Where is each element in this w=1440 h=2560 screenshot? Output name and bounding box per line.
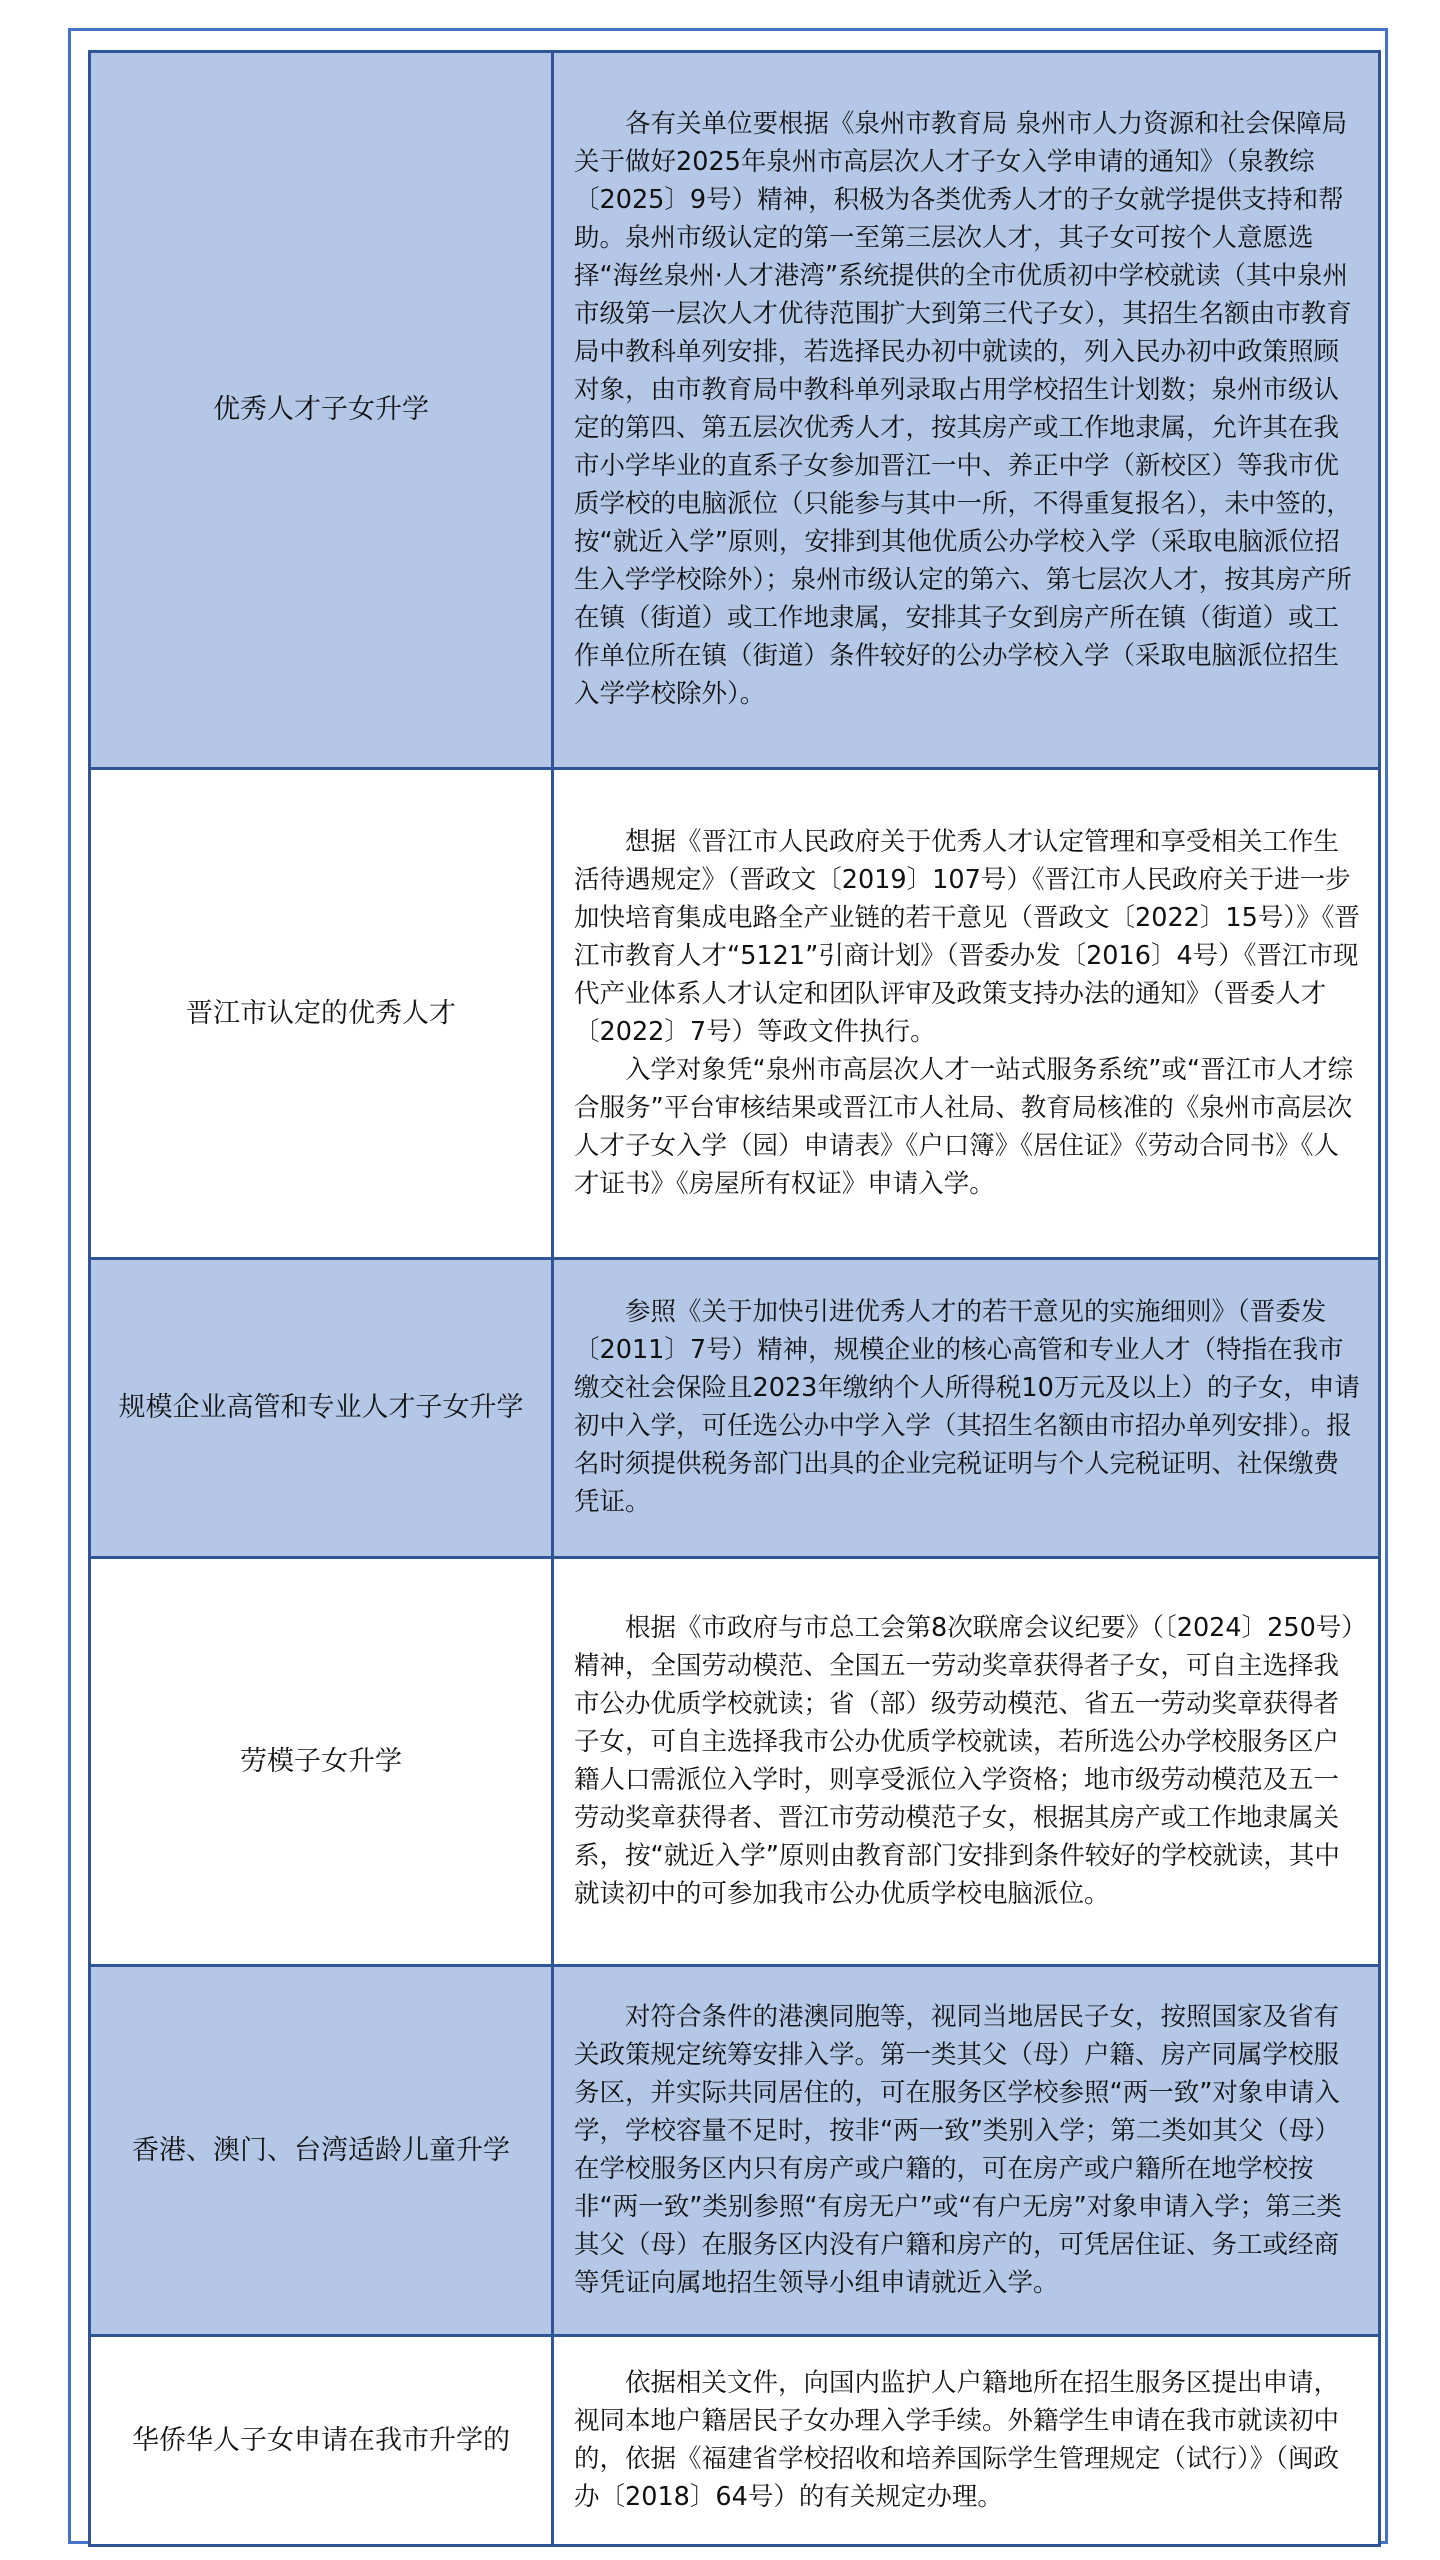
description-cell	[553, 1558, 1380, 1966]
description-paragraph: 想据《晋江市人民政府关于优秀人才认定管理和享受相关工作生活待遇规定》（晋政文〔2019〕107号）《晋江市人民政府关于进一步加快培育集成电路全产业链的若干意见（晋政文〔2022〕15号）》《晋江市教育人才“5121”引商计划》（晋委办发〔2016〕4号）《晋江市现代产业体系人才认定和团队评审及政策支持办法的通知》（晋委人才〔2022〕7号）等政文件执行。	[574, 826, 1360, 1047]
description-paragraph: 根据《市政府与市总工会第8次联席会议纪要》（〔2024〕250号）精神，全国劳动模范、全国五一劳动奖章获得者子女，可自主选择我市公办优质学校就读；省（部）级劳动模范、省五一劳动奖章获得者子女，可自主选择我市公办优质学校就读，若所选公办学校服务区户籍人口需派位入学时，则享受派位入学资格；地市级劳动模范及五一劳动奖章获得者、晋江市劳动模范子女，根据其房产或工作地隶属关系，按“就近入学”原则由教育部门安排到条件较好的学校就读，其中就读初中的可参加我市公办优质学校电脑派位。	[574, 1612, 1355, 1909]
category-cell: 晋江市认定的优秀人才	[90, 769, 553, 1259]
description-cell	[553, 1966, 1380, 2336]
description-cell	[553, 52, 1380, 769]
description-paragraph: 依据相关文件，向国内监护人户籍地所在招生服务区提出申请，视同本地户籍居民子女办理入学手续。外籍学生申请在我市就读初中的，依据《福建省学校招收和培养国际学生管理规定（试行）》（闽政办〔2018〕64号）的有关规定办理。	[574, 2367, 1340, 2512]
description-cell	[553, 2336, 1380, 2546]
category-cell: 劳模子女升学	[90, 1558, 553, 1966]
table-row	[90, 769, 1380, 1259]
description-paragraph: 各有关单位要根据《泉州市教育局 泉州市人力资源和社会保障局关于做好2025年泉州市高层次人才子女入学申请的通知》（泉教综〔2025〕9号）精神，积极为各类优秀人才的子女就学提供支持和帮助。泉州市级认定的第一至第三层次人才，其子女可按个人意愿选择“海丝泉州·人才港湾”系统提供的全市优质初中学校就读（其中泉州市级第一层次人才优待范围扩大到第三代子女），其招生名额由市教育局中教科单列安排，若选择民办初中就读的，列入民办初中政策照顾对象，由市教育局中教科单列录取占用学校招生计划数；泉州市级认定的第四、第五层次优秀人才，按其房产或工作地隶属，允许其在我市小学毕业的直系子女参加晋江一中、养正中学（新校区）等我市优质学校的电脑派位（只能参与其中一所，不得重复报名），未中签的，按“就近入学”原则，安排到其他优质公办学校入学（采取电脑派位招生入学学校除外）；泉州市级认定的第六、第七层次人才，按其房产所在镇（街道）或工作地隶属，安排其子女到房产所在镇（街道）或工作单位所在镇（街道）条件较好的公办学校入学（采取电脑派位招生入学学校除外）。	[574, 109, 1352, 709]
category-cell: 香港、澳门、台湾适龄儿童升学	[90, 1966, 553, 2336]
table-row	[90, 2336, 1380, 2546]
description-cell	[553, 769, 1380, 1259]
description-paragraph: 参照《关于加快引进优秀人才的若干意见的实施细则》（晋委发〔2011〕7号）精神，规模企业的核心高管和专业人才（特指在我市缴交社会保险且2023年缴纳个人所得税10万元及以上）的子女，申请初中入学，可任选公办中学入学（其招生名额由市招办单列安排）。报名时须提供税务部门出具的企业完税证明与个人完税证明、社保缴费凭证。	[574, 1297, 1360, 1517]
description-paragraph: 入学对象凭“泉州市高层次人才一站式服务系统”或“晋江市人才综合服务”平台审核结果或晋江市人社局、教育局核准的《泉州市高层次人才子女入学（园）申请表》《户口簿》《居住证》《劳动合同书》《人才证书》《房屋所有权证》申请入学。	[574, 1054, 1354, 1199]
table-row	[90, 1966, 1380, 2336]
category-cell: 华侨华人子女申请在我市升学的	[90, 2336, 553, 2546]
category-cell: 优秀人才子女升学	[90, 52, 553, 769]
admission-policy-table	[88, 50, 1381, 2547]
table-row	[90, 52, 1380, 769]
description-paragraph: 对符合条件的港澳同胞等，视同当地居民子女，按照国家及省有关政策规定统筹安排入学。第一类其父（母）户籍、房产同属学校服务区，并实际共同居住的，可在服务区学校参照“两一致”对象申请入学，学校容量不足时，按非“两一致”类别入学；第二类如其父（母）在学校服务区内只有房产或户籍的，可在房产或户籍所在地学校按非“两一致”类别参照“有房无户”或“有户无房”对象申请入学；第三类其父（母）在服务区内没有户籍和房产的，可凭居住证、务工或经商等凭证向属地招生领导小组申请就近入学。	[574, 2001, 1342, 2298]
category-cell: 规模企业高管和专业人才子女升学	[90, 1259, 553, 1558]
table-row	[90, 1558, 1380, 1966]
table-row	[90, 1259, 1380, 1558]
description-cell	[553, 1259, 1380, 1558]
